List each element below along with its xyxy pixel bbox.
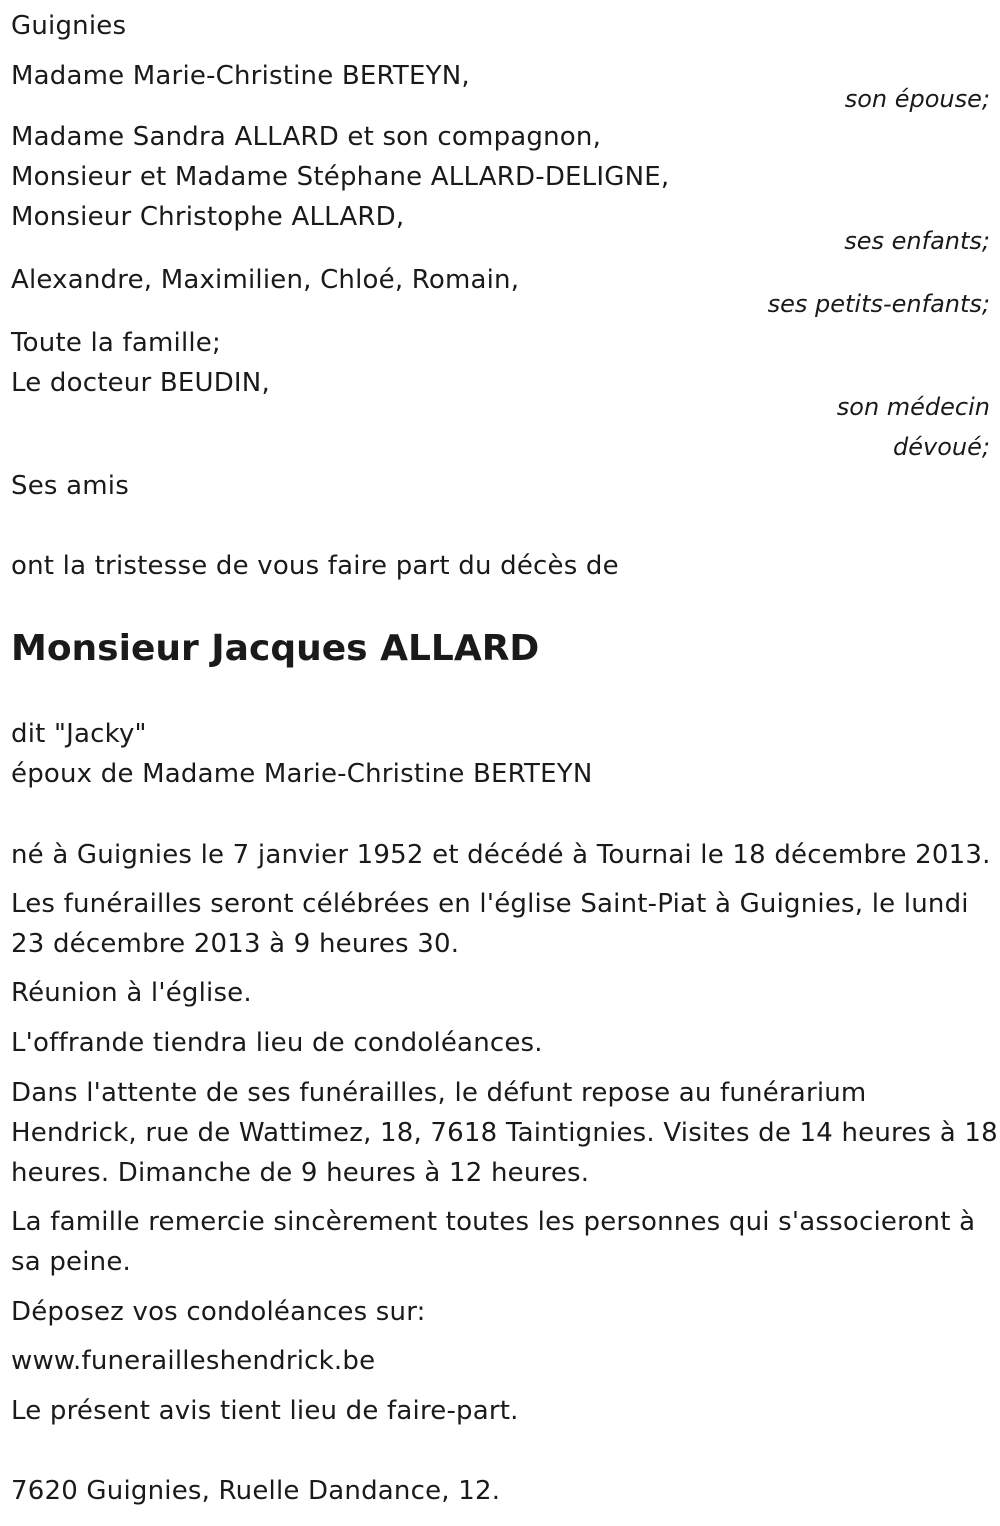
thanks-line-1: La famille remercie sincèrement toutes les personnes qui s'associeront à [11,1207,976,1237]
deceased-name: Monsieur Jacques ALLARD [11,628,540,669]
children-role: ses enfants; [844,227,990,255]
meeting-line: Réunion à l'église. [11,978,252,1008]
friends-line: Ses amis [11,471,129,501]
nickname-line: dit "Jacky" [11,719,147,749]
spouse-name: Madame Marie-Christine BERTEYN, [11,61,470,91]
funeral-line-1: Les funérailles seront célébrées en l'église Saint-Piat à Guignies, le lundi [11,889,969,919]
offering-line: L'offrande tiendra lieu de condoléances. [11,1028,543,1058]
notice-note: Le présent avis tient lieu de faire-part. [11,1396,519,1426]
repose-line-2: Hendrick, rue de Wattimez, 18, 7618 Taintignies. Visites de 14 heures à 18 [11,1118,998,1148]
child-line-1: Madame Sandra ALLARD et son compagnon, [11,122,602,152]
spouse-of-line: époux de Madame Marie-Christine BERTEYN [11,759,593,789]
repose-line-1: Dans l'attente de ses funérailles, le défunt repose au funérarium [11,1078,867,1108]
spouse-role: son épouse; [844,85,990,113]
doctor-line: Le docteur BEUDIN, [11,368,270,398]
child-line-3: Monsieur Christophe ALLARD, [11,202,405,232]
doctor-role-line-1: son médecin [836,393,990,421]
birth-death-line: né à Guignies le 7 janvier 1952 et décédé à Tournai le 18 décembre 2013. [11,840,991,870]
website-link[interactable]: www.funerailleshendrick.be [11,1346,376,1376]
grandchildren-line: Alexandre, Maximilien, Chloé, Romain, [11,265,520,295]
child-line-2: Monsieur et Madame Stéphane ALLARD-DELIGNE, [11,162,670,192]
doctor-role-line-2: dévoué; [893,433,990,461]
repose-line-3: heures. Dimanche de 9 heures à 12 heures. [11,1158,590,1188]
location-line: Guignies [11,11,127,41]
address-line: 7620 Guignies, Ruelle Dandance, 12. [11,1476,501,1506]
grandchildren-role: ses petits-enfants; [767,290,990,318]
thanks-line-2: sa peine. [11,1247,132,1277]
condolences-label: Déposez vos condoléances sur: [11,1297,426,1327]
announcement-line: ont la tristesse de vous faire part du décès de [11,551,619,581]
funeral-line-2: 23 décembre 2013 à 9 heures 30. [11,929,460,959]
family-line: Toute la famille; [11,328,221,358]
